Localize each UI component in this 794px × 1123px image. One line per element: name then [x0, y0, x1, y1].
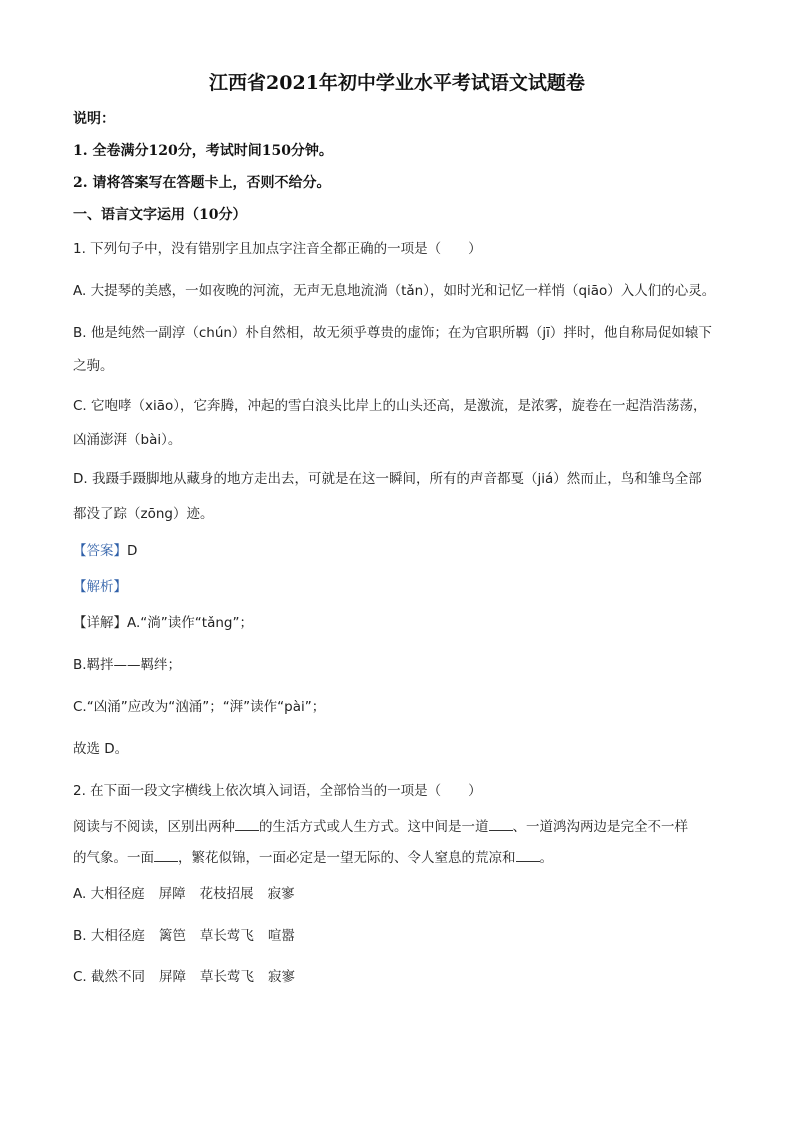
option-word: 草长莺飞 — [200, 969, 255, 985]
q1-option-c-line2: 凶涌澎湃（bài）。 — [73, 432, 182, 448]
q1-answer — [73, 542, 733, 560]
q1-analysis — [73, 578, 733, 596]
notes-heading: 说明： — [73, 111, 115, 127]
detail-tag: 【详解】 — [73, 615, 127, 631]
q1-stem: 1. 下列句子中，没有错别字且加点字注音全都正确的一项是（ ） — [73, 241, 482, 257]
q1-option-d-line1: D. 我蹑手蹑脚地从藏身的地方走出去，可就是在这一瞬间，所有的声音都戛（jiá）然而止，鸟和雏鸟全部 — [73, 471, 702, 487]
answer-tag: 【答案】 — [73, 543, 127, 559]
option-word: 寂寥 — [268, 969, 296, 985]
option-word: 寂寥 — [267, 886, 295, 902]
option-word: 花枝招展 — [199, 886, 254, 902]
option-word: A. 大相径庭 — [73, 886, 145, 902]
q1-detail-2: B.羁拌——羁绊； — [73, 657, 182, 673]
q1-option-b-line2: 之驹。 — [73, 358, 114, 374]
q2-option-c — [73, 968, 733, 986]
passage-text: 阅读与不阅读，区别出两种 — [73, 819, 235, 835]
fill-blank — [489, 818, 513, 831]
q1-option-d-line2: 都没了踪（zōng）迹。 — [73, 506, 214, 522]
option-word: B. 大相径庭 — [73, 928, 145, 944]
option-word: C. 截然不同 — [73, 969, 146, 985]
fill-blank — [516, 849, 540, 862]
analysis-tag: 【解析】 — [73, 579, 127, 595]
option-word: 篱笆 — [158, 928, 186, 944]
note-2: 2. 请将答案写在答题卡上，否则不给分。 — [73, 175, 331, 191]
option-word: 草长莺飞 — [199, 928, 254, 944]
fill-blank — [154, 849, 178, 862]
note-1: 1. 全卷满分120分，考试时间150分钟。 — [73, 143, 333, 159]
passage-text: 。 — [539, 850, 553, 866]
option-word: 屏障 — [158, 886, 186, 902]
section-1-heading: 一、语言文字运用（10分） — [73, 207, 247, 223]
fill-blank — [235, 818, 259, 831]
q2-passage-line1 — [73, 818, 733, 836]
q2-stem: 2. 在下面一段文字横线上依次填入词语，全部恰当的一项是（ ） — [73, 783, 482, 799]
q1-detail-1 — [73, 614, 733, 632]
q2-passage-line2 — [73, 849, 733, 867]
answer-value: D — [127, 543, 138, 559]
passage-text: 、一道鸿沟两边是完全不一样 — [512, 819, 688, 835]
option-word: 喧嚣 — [267, 928, 295, 944]
q1-detail-3: C.“凶涌”应改为“汹涌”；“湃”读作“pài”； — [73, 699, 326, 715]
detail-text-1: A.“淌”读作“tǎng”； — [127, 615, 253, 631]
passage-text: ，繁花似锦，一面必定是一望无际的、令人窒息的荒凉和 — [178, 850, 516, 866]
page-title: 江西省2021年初中学业水平考试语文试题卷 — [209, 72, 585, 94]
option-word: 屏障 — [159, 969, 187, 985]
q2-option-b — [73, 927, 733, 945]
q1-detail-4: 故选 D。 — [73, 741, 129, 757]
q1-option-b-line1: B. 他是纯然一副淳（chún）朴自然相，故无须乎尊贵的虚饰；在为官职所羁（jī）拌时，他自称局促如辕下 — [73, 325, 712, 341]
q1-option-c-line1: C. 它咆哮（xiāo），它奔腾，冲起的雪白浪头比岸上的山头还高，是激流，是浓雾，旋卷在一起浩浩荡荡， — [73, 398, 707, 414]
q1-option-a: A. 大提琴的美感，一如夜晚的河流，无声无息地流淌（tǎn），如时光和记忆一样悄（qiāo）入人们的心灵。 — [73, 283, 716, 299]
q2-option-a — [73, 885, 733, 903]
passage-text: 的气象。一面 — [73, 850, 154, 866]
passage-text: 的生活方式或人生方式。这中间是一道 — [259, 819, 489, 835]
